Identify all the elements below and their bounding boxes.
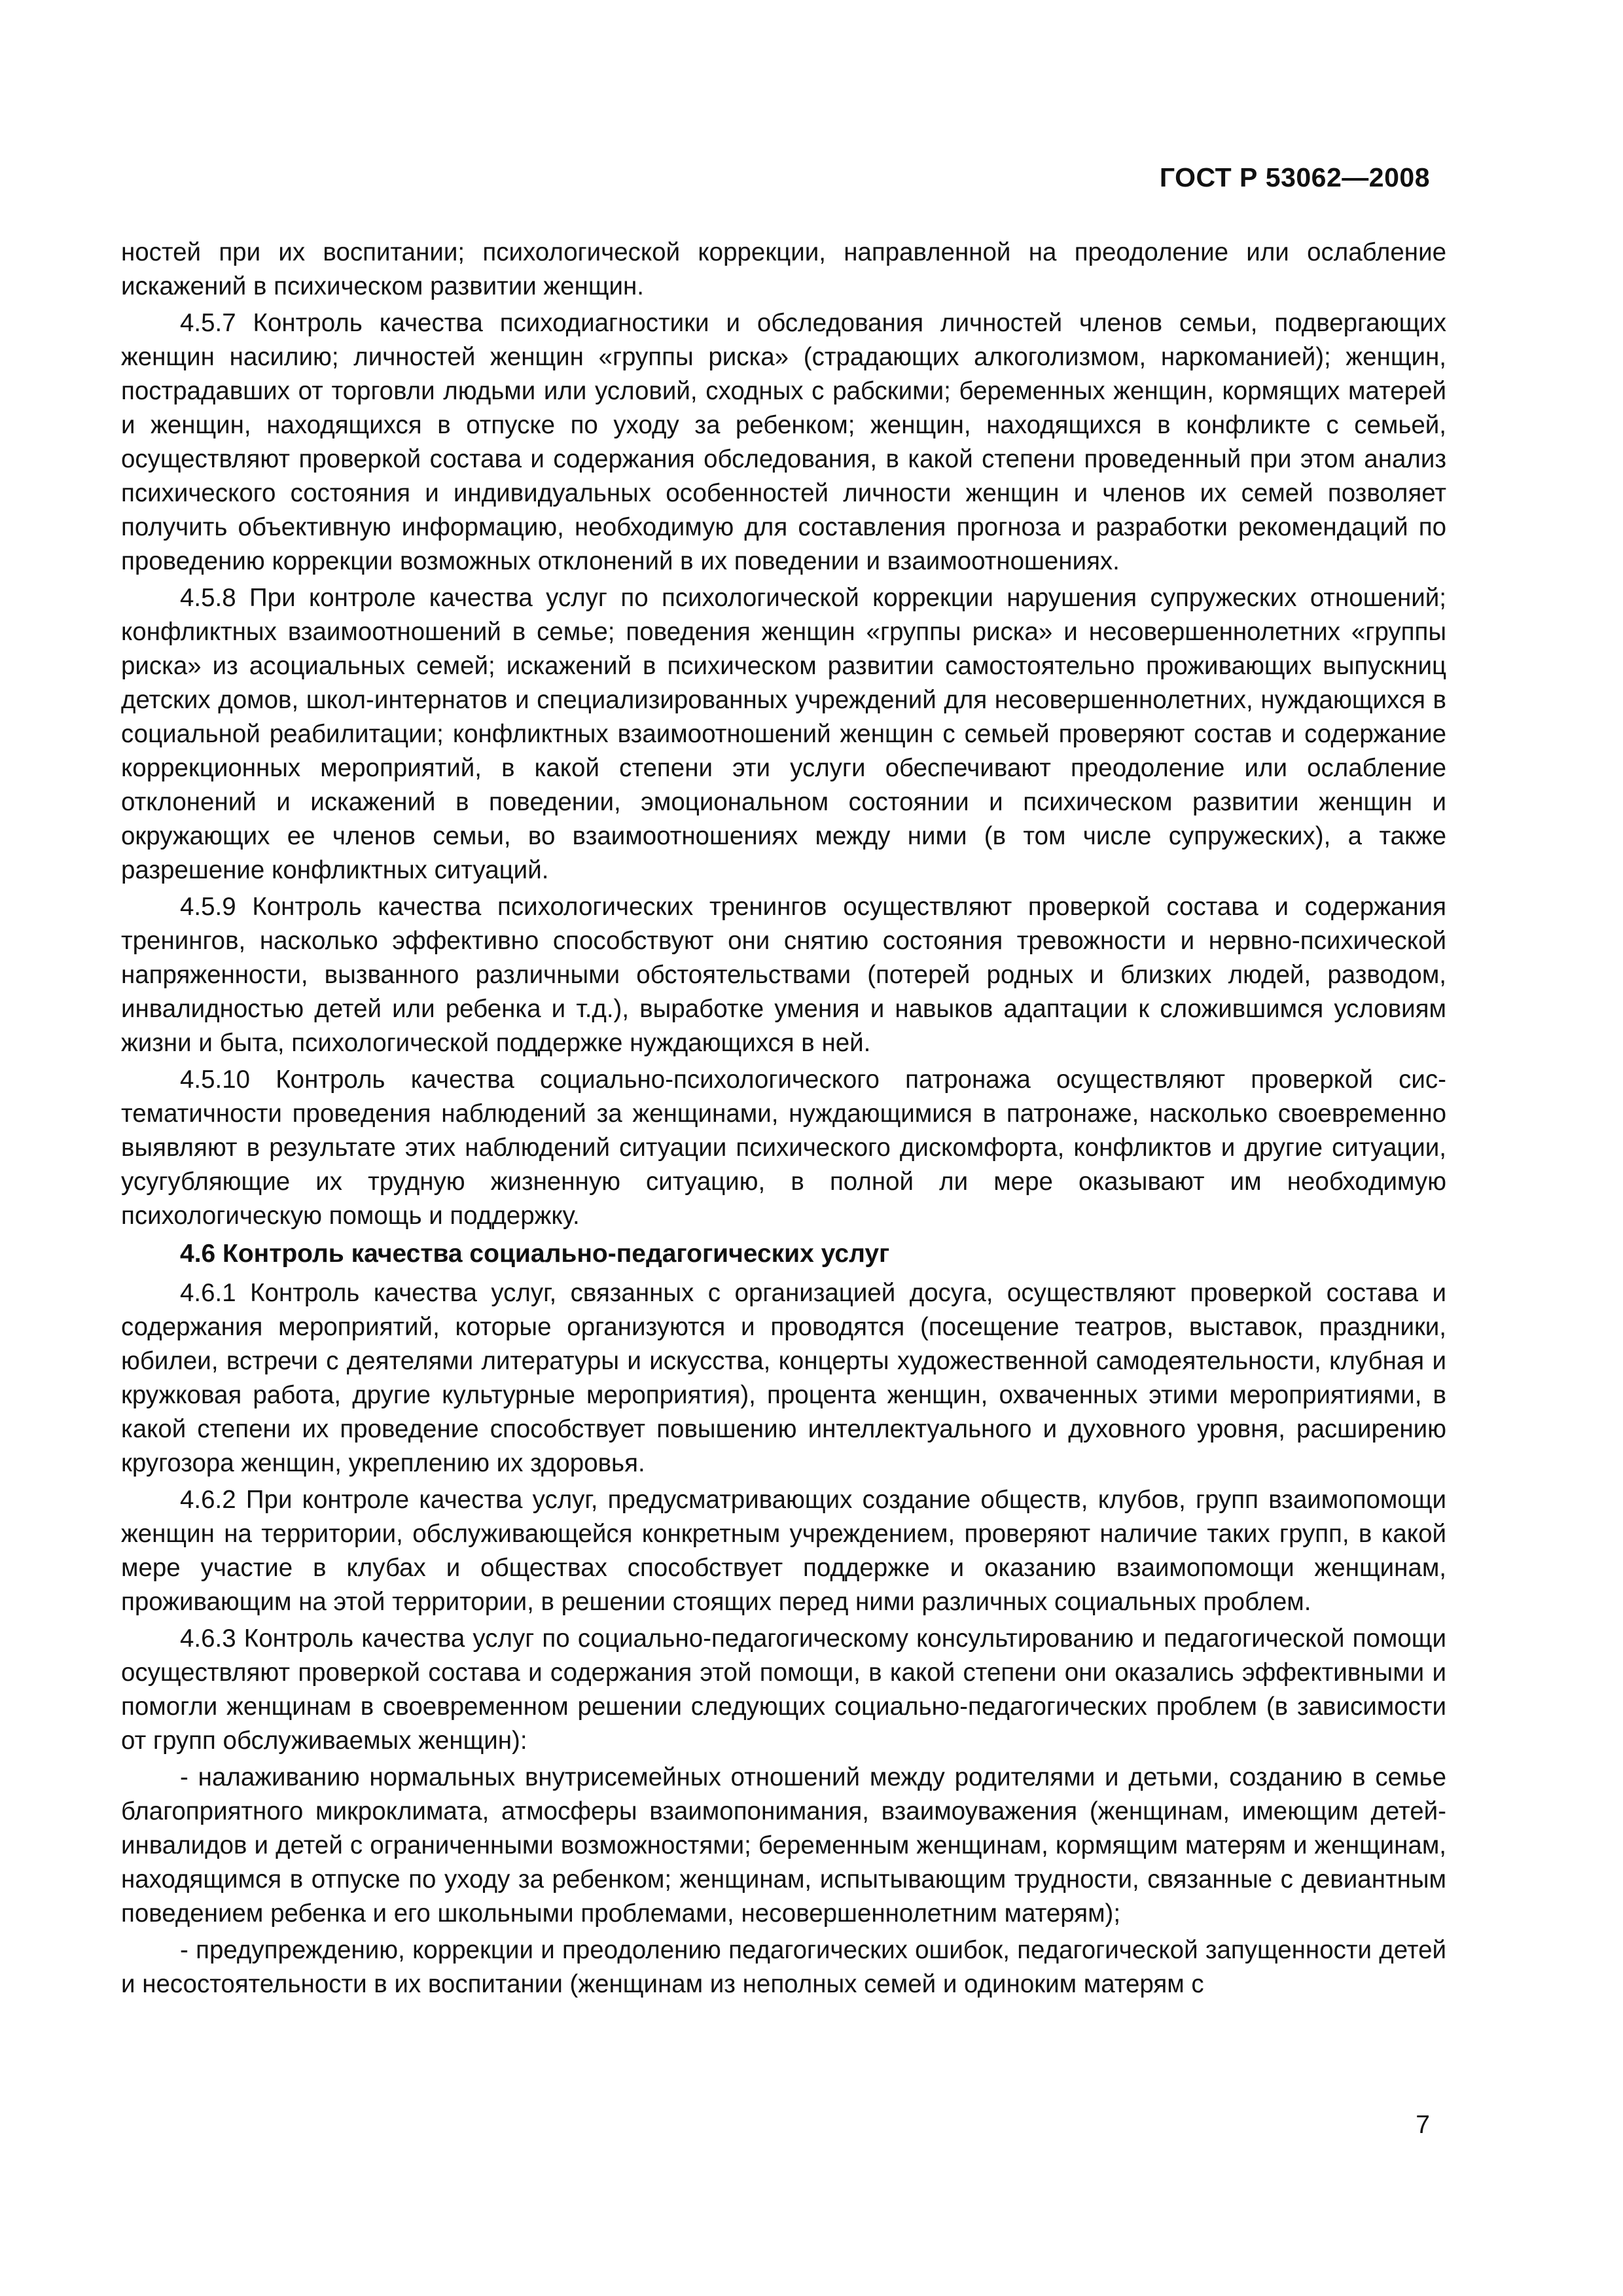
paragraph-continuation: ностей при их воспитании; психологической коррекции, направленной на преодоление или ослабление искажений в психическом развитии женщин. <box>121 238 1446 300</box>
paragraph-4-6-1: 4.6.1 Контроль качества услуг, связанных с организацией досуга, осуществляют проверкой состава и содержания мероприятий, которые организуются и проводятся (посещение театров, выставок, праздники, юбилеи, встречи с деятелями литературы и искусства, концерты художественной самодеятельности, клубная и кружковая работа, другие культурные мероприятия), процента женщин, охваченных этими мероприятиями, в какой степени их проведение способствует повышению интеллектуального и духовного уровня, расширению кругозора женщин, укреплению их здоровья. <box>121 1279 1446 1477</box>
paragraph-4-5-9: 4.5.9 Контроль качества психологических тренингов осуществляют проверкой состава и содержания тренингов, насколько эффективно способствуют они снятию состояния тревожности и нервно-психической напряженности, вызванного различными обстоятельствами (потерей родных и близких людей, разводом, инвалидностью детей или ребенка и т.д.), выработке умения и навыков адаптации к сложившимся условиям жизни и быта, психологической поддержке нуждающихся в ней. <box>121 893 1446 1057</box>
paragraph-4-6-2: 4.6.2 При контроле качества услуг, предусматривающих создание обществ, клубов, групп взаимопомощи женщин на территории, обслуживающейся конкретным учреждением, проверяют наличие таких групп, в какой мере участие в клубах и обществах способствует поддержке и оказанию взаимопомощи женщинам, проживающим на этой территории, в решении стоящих перед ними различных социальных проблем. <box>121 1486 1446 1616</box>
page-number: 7 <box>1416 2111 1430 2139</box>
document-body <box>121 236 1446 2004</box>
paragraph-4-5-7: 4.5.7 Контроль качества психодиагностики и обследования личностей членов семьи, подвергающих женщин насилию; личностей женщин «группы риска» (страдающих алкоголизмом, наркоманией); женщин, пострадавших от торговли людьми или условий, сходных с рабскими; беременных женщин, кормящих матерей и женщин, находящихся в отпуске по уходу за ребенком; женщин, находящихся в конфликте с семьей, осуществляют проверкой состава и содержания обследования, в какой степени проведенный при этом анализ психического состояния и индивидуальных особенностей личности женщин и членов их семей позволяет получить объективную информацию, необходимую для составления прогноза и разработки рекомендаций по проведению коррекции возможных отклонений в их поведении и взаимоотношениях. <box>121 309 1446 575</box>
paragraph-4-5-8: 4.5.8 При контроле качества услуг по психологической коррекции нарушения супружеских отношений; конфликтных взаимоотношений в семье; поведения женщин «группы риска» и несовершеннолетних «группы риска» из асоциальных семей; искажений в психическом развитии самостоятельно проживающих выпускниц детских домов, школ-интернатов и специализированных учреждений для несовершеннолетних, нуждающихся в социальной реабилитации; конфликтных взаимоотношений женщин с семьей проверяют состав и содержание коррекционных мероприятий, в какой степени эти услуги обеспечивают преодоление или ослабление отклонений и искажений в поведении, эмоциональном состоянии и психическом развитии женщин и окружающих ее членов семьи, во взаимоотношениях между ними (в том числе супружеских), а также разрешение конфликтных ситуаций. <box>121 584 1446 884</box>
paragraph-4-5-10: 4.5.10 Контроль качества социально-психологического патронажа осуществляют проверкой систематичности проведения наблюдений за женщинами, нуждающимися в патронаже, насколько своевременно выявляют в результате этих наблюдений ситуации психического дискомфорта, конфликтов и другие ситуации, усугубляющие их трудную жизненную ситуацию, в полной ли мере оказывают им необходимую психологическую помощь и поддержку. <box>121 1066 1446 1230</box>
list-item: - налаживанию нормальных внутрисемейных отношений между родителями и детьми, созданию в семье благоприятного микроклимата, атмосферы взаимопонимания, взаимоуважения (женщинам, имеющим детей-инвалидов и детей с ограниченными возможностями; беременным женщинам, кормящим матерям и женщинам, находящимся в отпуске по уходу за ребенком; женщинам, испытывающим трудности, связанные с девиантным поведением ребенка и его школьными проблемами, несовершеннолетним матерям); <box>121 1763 1446 1928</box>
section-heading-4-6: 4.6 Контроль качества социально-педагогических услуг <box>180 1240 890 1268</box>
paragraph-4-6-3: 4.6.3 Контроль качества услуг по социально-педагогическому консультированию и педагогической помощи осуществляют проверкой состава и содержания этой помощи, в какой степени они оказались эффективными и помогли женщинам в своевременном решении следующих социально-педагогических проблем (в зависимости от групп обслуживаемых женщин): <box>121 1624 1446 1755</box>
list-item: - предупреждению, коррекции и преодолению педагогических ошибок, педагогической запущенности детей и несостоятельности в их воспитании (женщинам из неполных семей и одиноким матерям с <box>121 1936 1446 1998</box>
document-id-header: ГОСТ Р 53062—2008 <box>1159 162 1430 192</box>
